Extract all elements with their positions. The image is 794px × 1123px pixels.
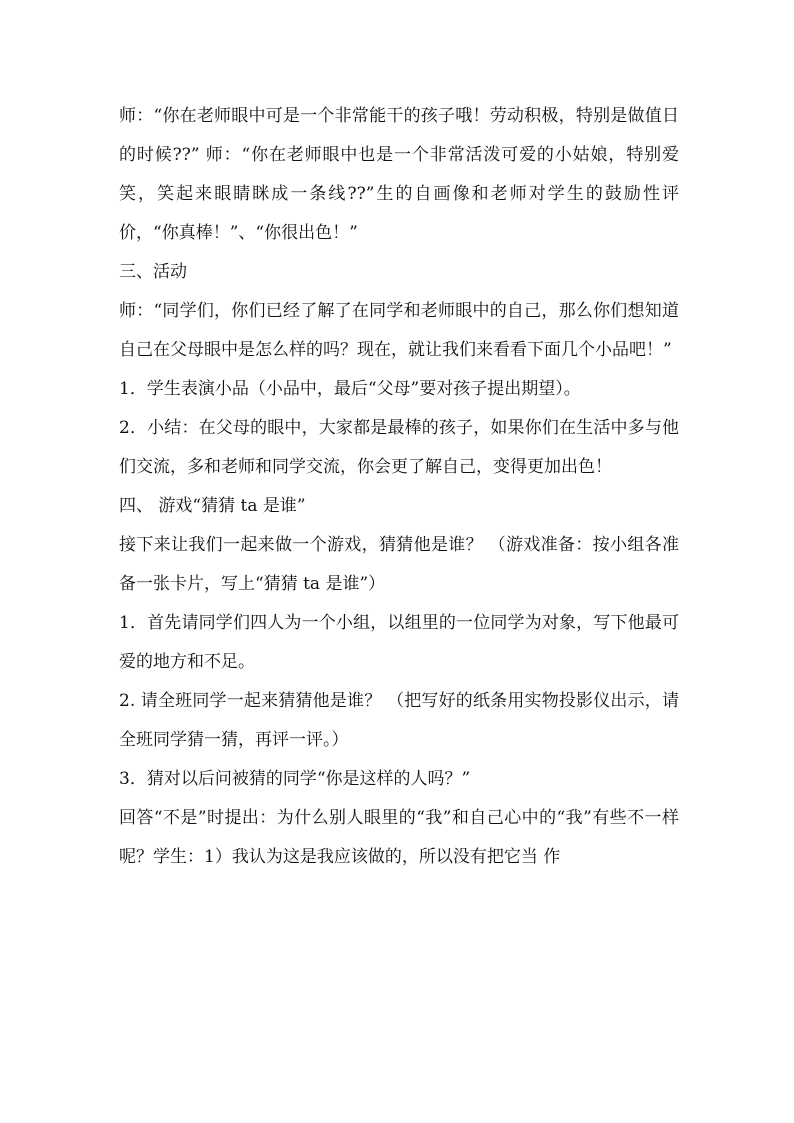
paragraph-game-intro: 接下来让我们一起来做一个游戏，猜猜他是谁？ （游戏准备：按小组各准备一张卡片，写上“猜猜 ta 是谁”） — [119, 535, 679, 594]
list-item-summary: 2．小结：在父母的眼中，大家都是最棒的孩子，如果你们在生活中多与他们交流，多和老师和同学交流，你会更了解自己，变得更加出色！ — [119, 418, 679, 477]
document-body — [119, 97, 679, 877]
list-item-ask: 3．猜对以后问被猜的同学“你是这样的人吗？” — [119, 769, 471, 789]
section-heading-activity: 三、活动 — [119, 262, 187, 282]
list-item-groups: 1．首先请同学们四人为一个小组，以组里的一位同学为对象，写下他最可爱的地方和不足。 — [119, 613, 679, 672]
paragraph-answer: 回答“不是”时提出：为什么别人眼里的“我”和自己心中的“我”有些不一样呢？学生：1）我认为这是我应该做的，所以没有把它当 作 — [119, 808, 679, 867]
list-item-class-guess: 2. 请全班同学一起来猜猜他是谁？ （把写好的纸条用实物投影仪出示，请全班同学猜一猜，再评一评。） — [119, 691, 679, 750]
paragraph-teacher-praise: 师：“你在老师眼中可是一个非常能干的孩子哦！劳动积极，特别是做值日的时候??” 师：“你在老师眼中也是一个非常活泼可爱的小姑娘，特别爱笑，笑起来眼睛眯成一条线??”生的自画像和老师对学生的鼓励性评价，“你真棒！”、“你很出色！” — [119, 106, 679, 243]
list-item-skit: 1．学生表演小品（小品中，最后“父母”要对孩子提出期望）。 — [119, 379, 581, 399]
paragraph-teacher-question: 师：“同学们，你们已经了解了在同学和老师眼中的自己，那么你们想知道自己在父母眼中是怎么样的吗？现在，就让我们来看看下面几个小品吧！” — [119, 301, 679, 360]
section-heading-game: 四、 游戏“猜猜 ta 是谁” — [119, 496, 306, 516]
